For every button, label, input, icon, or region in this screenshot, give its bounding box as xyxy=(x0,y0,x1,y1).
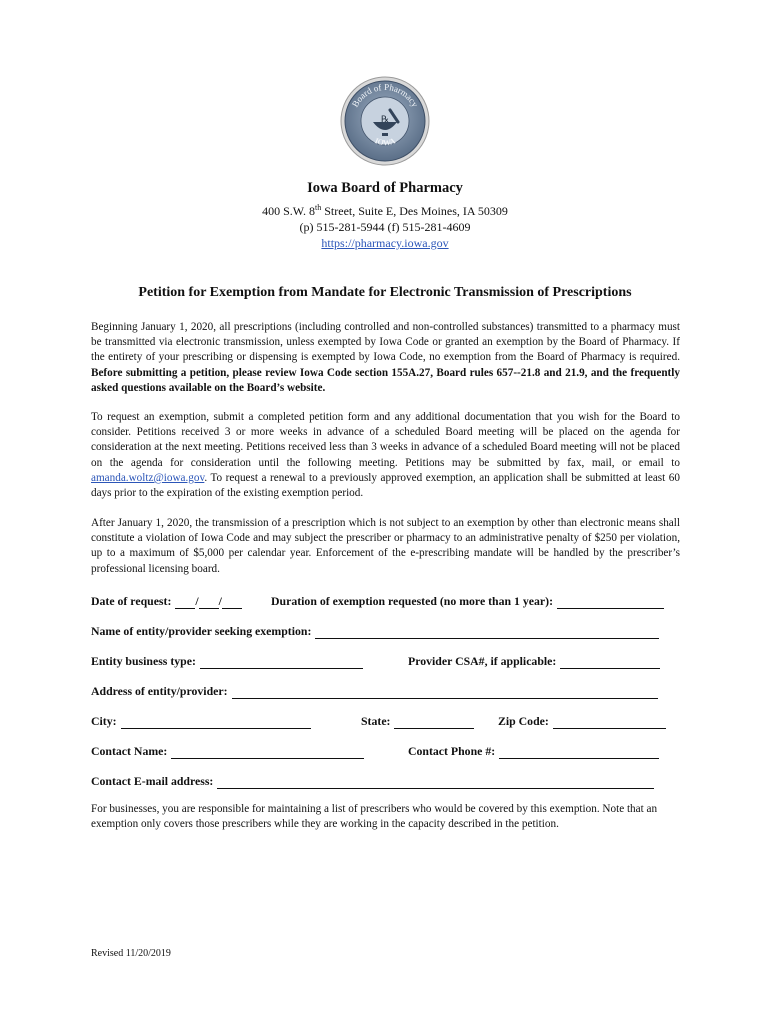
provider-csa-input[interactable] xyxy=(560,656,660,669)
contact-email-input[interactable] xyxy=(217,776,654,789)
date-of-request-field: Date of request: / / xyxy=(91,594,242,609)
state-field: State: xyxy=(361,714,474,729)
contact-email-field: Contact E-mail address: xyxy=(91,774,654,789)
address-field: Address of entity/provider: xyxy=(91,684,658,699)
address-input[interactable] xyxy=(232,686,658,699)
duration-input[interactable] xyxy=(557,596,664,609)
email-link[interactable]: amanda.woltz@iowa.gov xyxy=(91,471,205,484)
entity-name-field: Name of entity/provider seeking exemption: xyxy=(91,624,659,639)
revised-date: Revised 11/20/2019 xyxy=(91,948,171,959)
org-address: 400 S.W. 8th Street, Suite E, Des Moines, IA 50309 xyxy=(262,203,508,218)
coverage-note-paragraph: For businesses, you are responsible for maintaining a list of prescribers who would be covered by this exemption. Note that an exemption only covers those prescribers while they are working in the capacity described in the petition. xyxy=(91,803,658,831)
seal-bottom-text: IOWA xyxy=(373,136,397,148)
date-year-input[interactable] xyxy=(222,596,242,609)
submission-paragraph: To request an exemption, submit a completed petition form and any additional documentation that you wish for the Board to consider. Petitions received 3 or more weeks in advance of a scheduled Board meeting will be placed on the agenda for consideration at the next meeting. Petitions received less than 3 weeks in advance of a scheduled Board meeting will not be placed on the agenda for consideration until the following meeting. Petitions may be submitted by fax, mail, or email to amanda.woltz@iowa.gov. To request a renewal to a previously approved exemption, an application shall be submitted at least 60 days prior to the expiration of the existing exemption period. xyxy=(91,411,680,500)
org-phone-fax: (p) 515-281-5944 (f) 515-281-4609 xyxy=(299,220,471,234)
zip-input[interactable] xyxy=(553,716,666,729)
intro-paragraph: Beginning January 1, 2020, all prescriptions (including controlled and non-controlled substances) transmitted to a pharmacy must be transmitted via electronic transmission, unless exempted by Iowa Code or granted an exemption by the Board of Pharmacy. If the entirety of your prescribing or dispensing is exempted by Iowa Code, no exemption from the Board of Pharmacy is required. Before submitting a petition, please review Iowa Code section 155A.27, Board rules 657--21.8 and 21.9, and the frequently asked questions available on the Board’s website. xyxy=(91,321,680,394)
city-field: City: xyxy=(91,714,311,729)
website-link[interactable]: https://pharmacy.iowa.gov xyxy=(321,236,449,250)
duration-field: Duration of exemption requested (no more than 1 year): xyxy=(271,594,664,609)
date-day-input[interactable] xyxy=(199,596,219,609)
rx-symbol: ℞ xyxy=(381,115,390,125)
entity-name-input[interactable] xyxy=(315,626,659,639)
date-month-input[interactable] xyxy=(175,596,195,609)
contact-phone-field: Contact Phone #: xyxy=(408,744,659,759)
seal-top-text: Board of Pharmacy xyxy=(349,81,421,109)
org-name: Iowa Board of Pharmacy xyxy=(307,180,463,196)
provider-csa-field: Provider CSA#, if applicable: xyxy=(408,654,660,669)
contact-name-input[interactable] xyxy=(171,746,364,759)
state-input[interactable] xyxy=(394,716,474,729)
form-title: Petition for Exemption from Mandate for Electronic Transmission of Prescriptions xyxy=(138,285,632,300)
contact-phone-input[interactable] xyxy=(499,746,659,759)
contact-name-field: Contact Name: xyxy=(91,744,364,759)
board-of-pharmacy-seal xyxy=(340,76,430,166)
zip-field: Zip Code: xyxy=(498,714,666,729)
city-input[interactable] xyxy=(121,716,311,729)
org-contact-block xyxy=(0,200,770,251)
enforcement-paragraph: After January 1, 2020, the transmission of a prescription which is not subject to an exemption by other than electronic means shall constitute a violation of Iowa Code and may subject the prescriber or pharmacy to an administrative penalty of $250 per violation, up to a maximum of $5,000 per calendar year. Enforcement of the e-prescribing mandate will be handled by the prescriber’s professional licensing board. xyxy=(91,517,680,575)
business-type-field: Entity business type: xyxy=(91,654,363,669)
business-type-input[interactable] xyxy=(200,656,363,669)
